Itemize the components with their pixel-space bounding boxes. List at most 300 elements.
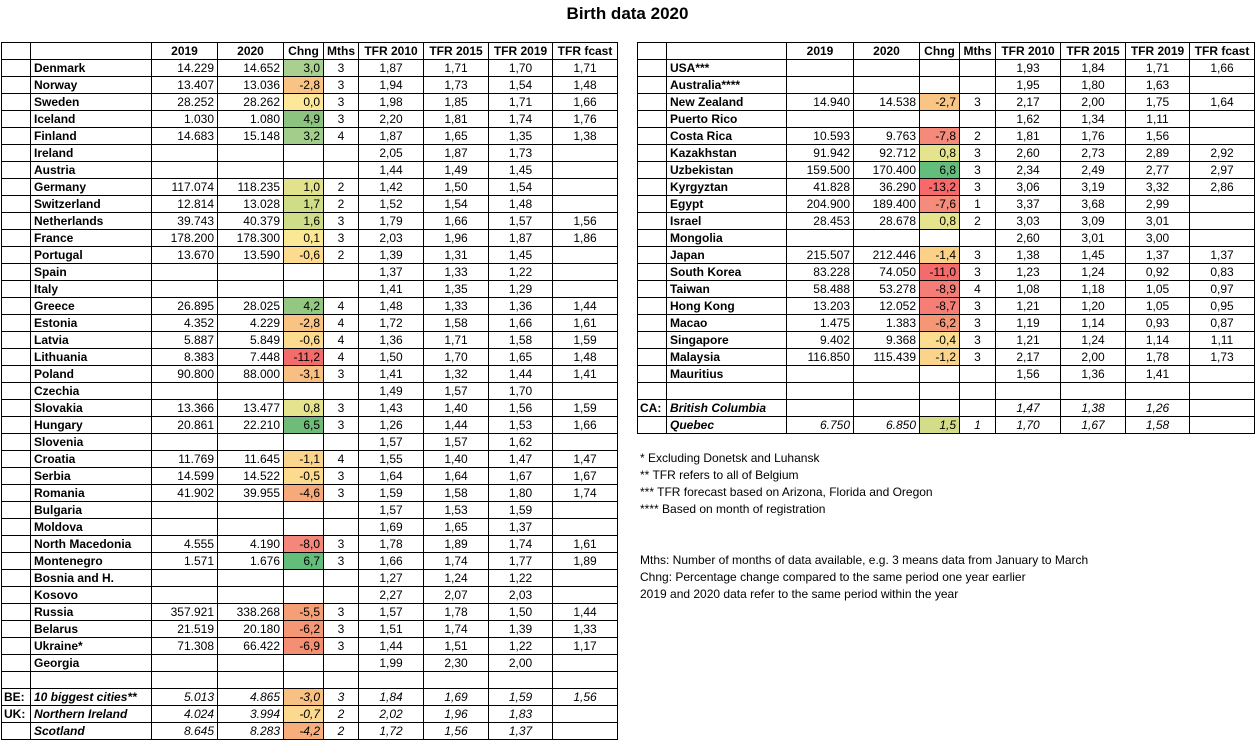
value-2020: 53.278 — [854, 281, 920, 298]
region-prefix — [2, 281, 31, 298]
country-name: Greece — [31, 298, 152, 315]
tfr-2019: 1,59 — [489, 689, 553, 706]
value-2019: 14.683 — [152, 128, 218, 145]
value-2019: 28.453 — [787, 213, 854, 230]
change-cell: -6,2 — [284, 621, 324, 638]
region-prefix — [638, 94, 667, 111]
tfr-2015: 1,18 — [1061, 281, 1126, 298]
tfr-2015: 1,80 — [1061, 77, 1126, 94]
change-cell: -3,0 — [284, 689, 324, 706]
change-cell: -0,5 — [284, 468, 324, 485]
tfr-2019: 1,62 — [489, 434, 553, 451]
tfr-2015: 1,69 — [424, 689, 489, 706]
value-2019 — [787, 383, 854, 400]
tfr-2015: 1,78 — [424, 604, 489, 621]
value-2019: 20.861 — [152, 417, 218, 434]
footnote: ** TFR refers to all of Belgium — [640, 468, 799, 482]
months-cell — [324, 383, 359, 400]
table-row — [2, 281, 618, 298]
tfr-2010: 1,56 — [996, 366, 1061, 383]
change-cell: 1,5 — [920, 417, 960, 434]
region-prefix — [638, 264, 667, 281]
table-row — [638, 366, 1255, 383]
tfr-2019: 1,29 — [489, 281, 553, 298]
region-prefix — [638, 383, 667, 400]
value-2020: 4.865 — [218, 689, 284, 706]
tfr-2010: 1,08 — [996, 281, 1061, 298]
tfr-forecast — [553, 570, 618, 587]
tfr-2019: 1,67 — [489, 468, 553, 485]
tfr-2010 — [359, 672, 424, 689]
page-title: Birth data 2020 — [566, 4, 689, 23]
tfr-2019: 2,77 — [1126, 162, 1190, 179]
region-prefix — [2, 434, 31, 451]
value-2020 — [218, 281, 284, 298]
tfr-forecast: 1,59 — [553, 400, 618, 417]
change-cell: -4,6 — [284, 485, 324, 502]
region-prefix — [2, 332, 31, 349]
change-cell: -11,0 — [920, 264, 960, 281]
months-cell: 3 — [324, 366, 359, 383]
tfr-2019: 1,73 — [489, 145, 553, 162]
table-row — [2, 298, 618, 315]
months-cell: 3 — [960, 332, 996, 349]
value-2020: 212.446 — [854, 247, 920, 264]
value-2019: 13.366 — [152, 400, 218, 417]
tfr-2010: 1,41 — [359, 366, 424, 383]
value-2020: 6.850 — [854, 417, 920, 434]
change-cell: -2,7 — [920, 94, 960, 111]
tfr-2019: 3,00 — [1126, 230, 1190, 247]
change-cell: -13,2 — [920, 179, 960, 196]
tfr-2015: 1,96 — [424, 706, 489, 723]
tfr-forecast: 1,74 — [553, 485, 618, 502]
country-name: Egypt — [667, 196, 787, 213]
change-cell: 4,2 — [284, 298, 324, 315]
region-prefix — [638, 298, 667, 315]
tfr-2015: 1,32 — [424, 366, 489, 383]
value-2020: 170.400 — [854, 162, 920, 179]
tfr-2015: 1,65 — [424, 128, 489, 145]
value-2020: 3.994 — [218, 706, 284, 723]
tfr-forecast — [553, 706, 618, 723]
value-2019: 26.895 — [152, 298, 218, 315]
tfr-forecast: 1,61 — [553, 536, 618, 553]
region-prefix: UK: — [2, 706, 31, 723]
tfr-2015: 1,33 — [424, 264, 489, 281]
tfr-forecast — [1190, 417, 1255, 434]
country-name: Russia — [31, 604, 152, 621]
months-cell — [960, 111, 996, 128]
country-name: Mauritius — [667, 366, 787, 383]
tfr-2019: 1,05 — [1126, 298, 1190, 315]
left-birth-table — [1, 42, 618, 740]
tfr-forecast — [1190, 111, 1255, 128]
tfr-2015: 1,24 — [424, 570, 489, 587]
months-cell — [324, 672, 359, 689]
value-2020 — [854, 111, 920, 128]
table-row — [2, 536, 618, 553]
tfr-2015: 1,71 — [424, 60, 489, 77]
tfr-2015: 1,89 — [424, 536, 489, 553]
country-name: Northern Ireland — [31, 706, 152, 723]
country-name: Ireland — [31, 145, 152, 162]
tfr-2015: 1,57 — [424, 434, 489, 451]
region-prefix — [638, 281, 667, 298]
header-blank — [638, 43, 667, 60]
value-2020: 115.439 — [854, 349, 920, 366]
change-cell: 3,0 — [284, 60, 324, 77]
tfr-2015: 2,30 — [424, 655, 489, 672]
region-prefix — [638, 332, 667, 349]
tfr-2010: 2,34 — [996, 162, 1061, 179]
months-cell: 3 — [324, 553, 359, 570]
change-cell: -8,7 — [920, 298, 960, 315]
region-prefix — [2, 230, 31, 247]
country-name: Poland — [31, 366, 152, 383]
country-name: 10 biggest cities** — [31, 689, 152, 706]
region-prefix — [2, 366, 31, 383]
value-2019 — [152, 145, 218, 162]
months-cell: 4 — [960, 281, 996, 298]
tfr-2010: 1,49 — [359, 383, 424, 400]
tfr-2019: 1,66 — [489, 315, 553, 332]
months-cell — [960, 400, 996, 417]
tfr-2019: 1,80 — [489, 485, 553, 502]
country-name: Taiwan — [667, 281, 787, 298]
tfr-2015: 1,35 — [424, 281, 489, 298]
value-2019 — [152, 672, 218, 689]
table-row — [2, 485, 618, 502]
country-name: Australia**** — [667, 77, 787, 94]
table-row — [638, 145, 1255, 162]
tfr-2010: 1,64 — [359, 468, 424, 485]
tfr-forecast — [553, 264, 618, 281]
tfr-2010: 1,57 — [359, 502, 424, 519]
region-prefix — [638, 77, 667, 94]
table-row — [2, 213, 618, 230]
region-prefix — [2, 315, 31, 332]
tfr-2015: 3,09 — [1061, 213, 1126, 230]
table-row — [2, 587, 618, 604]
region-prefix — [2, 502, 31, 519]
column-header: TFR 2015 — [1061, 43, 1126, 60]
value-2020: 22.210 — [218, 417, 284, 434]
months-cell: 4 — [324, 298, 359, 315]
change-cell — [284, 570, 324, 587]
country-name: Spain — [31, 264, 152, 281]
tfr-2019: 1,39 — [489, 621, 553, 638]
value-2019: 5.887 — [152, 332, 218, 349]
tfr-2010: 2,60 — [996, 145, 1061, 162]
value-2019: 9.402 — [787, 332, 854, 349]
region-prefix — [2, 570, 31, 587]
region-prefix — [2, 485, 31, 502]
change-cell: -6,2 — [920, 315, 960, 332]
footnote: * Excluding Donetsk and Luhansk — [640, 451, 820, 465]
region-prefix — [2, 400, 31, 417]
region-prefix — [638, 247, 667, 264]
change-cell: -2,8 — [284, 315, 324, 332]
tfr-2015: 1,38 — [1061, 400, 1126, 417]
months-cell: 3 — [324, 94, 359, 111]
tfr-forecast — [1190, 196, 1255, 213]
value-2020: 66.422 — [218, 638, 284, 655]
tfr-2010: 1,38 — [996, 247, 1061, 264]
value-2019: 5.013 — [152, 689, 218, 706]
tfr-forecast — [553, 383, 618, 400]
tfr-2010: 1,41 — [359, 281, 424, 298]
tfr-2010: 1,95 — [996, 77, 1061, 94]
table-row — [638, 196, 1255, 213]
change-cell — [920, 383, 960, 400]
explanation: 2019 and 2020 data refer to the same period within the year — [640, 587, 959, 601]
country-name: Serbia — [31, 468, 152, 485]
tfr-2019: 1,50 — [489, 604, 553, 621]
table-row — [638, 281, 1255, 298]
change-cell: -8,9 — [920, 281, 960, 298]
change-cell — [284, 281, 324, 298]
change-cell — [920, 60, 960, 77]
tfr-2019: 1,74 — [489, 536, 553, 553]
tfr-forecast: 1,56 — [553, 689, 618, 706]
table-row — [638, 77, 1255, 94]
change-cell: 6,8 — [920, 162, 960, 179]
region-prefix — [2, 621, 31, 638]
value-2020: 118.235 — [218, 179, 284, 196]
tfr-2019: 1,37 — [1126, 247, 1190, 264]
country-name: Netherlands — [31, 213, 152, 230]
column-header: 2020 — [854, 43, 920, 60]
change-cell — [284, 383, 324, 400]
region-prefix — [2, 298, 31, 315]
table-row — [2, 519, 618, 536]
change-cell: -6,9 — [284, 638, 324, 655]
value-2020: 11.645 — [218, 451, 284, 468]
value-2019: 14.599 — [152, 468, 218, 485]
change-cell: -8,0 — [284, 536, 324, 553]
country-name: British Columbia — [667, 400, 787, 417]
months-cell — [960, 383, 996, 400]
tfr-forecast: 1,48 — [553, 77, 618, 94]
table-row — [2, 417, 618, 434]
tfr-forecast: 1,48 — [553, 349, 618, 366]
table-row — [638, 179, 1255, 196]
change-cell: 0,8 — [920, 145, 960, 162]
country-name: Quebec — [667, 417, 787, 434]
tfr-2015 — [1061, 383, 1126, 400]
tfr-2010: 2,02 — [359, 706, 424, 723]
table-row — [2, 570, 618, 587]
tfr-forecast: 2,97 — [1190, 162, 1255, 179]
value-2019: 1.475 — [787, 315, 854, 332]
months-cell: 3 — [324, 604, 359, 621]
tfr-2015: 1,57 — [424, 383, 489, 400]
value-2019: 13.203 — [787, 298, 854, 315]
region-prefix — [638, 417, 667, 434]
table-row — [638, 315, 1255, 332]
region-prefix — [638, 145, 667, 162]
change-cell: 3,2 — [284, 128, 324, 145]
table-row — [2, 638, 618, 655]
country-name: Lithuania — [31, 349, 152, 366]
region-prefix — [2, 196, 31, 213]
tfr-forecast: 0,83 — [1190, 264, 1255, 281]
column-header: Chng — [284, 43, 324, 60]
table-row — [638, 247, 1255, 264]
tfr-2010: 1,79 — [359, 213, 424, 230]
months-cell: 3 — [324, 417, 359, 434]
value-2019 — [152, 434, 218, 451]
tfr-2015: 2,07 — [424, 587, 489, 604]
tfr-2019: 1,87 — [489, 230, 553, 247]
region-prefix: BE: — [2, 689, 31, 706]
tfr-forecast: 0,95 — [1190, 298, 1255, 315]
tfr-2010: 1,99 — [359, 655, 424, 672]
tfr-forecast — [553, 179, 618, 196]
tfr-2019: 1,75 — [1126, 94, 1190, 111]
months-cell: 4 — [324, 332, 359, 349]
tfr-2015: 3,01 — [1061, 230, 1126, 247]
column-header: TFR fcast — [1190, 43, 1255, 60]
table-row — [2, 264, 618, 281]
explanations — [640, 552, 1088, 603]
table-row — [2, 383, 618, 400]
tfr-2010: 3,03 — [996, 213, 1061, 230]
months-cell: 2 — [960, 213, 996, 230]
tfr-2019: 1,70 — [489, 383, 553, 400]
tfr-2019: 1,77 — [489, 553, 553, 570]
table-row — [2, 451, 618, 468]
value-2020 — [218, 672, 284, 689]
region-prefix — [2, 417, 31, 434]
tfr-2019: 1,56 — [1126, 128, 1190, 145]
value-2020: 1.383 — [854, 315, 920, 332]
country-name: Costa Rica — [667, 128, 787, 145]
tfr-2015: 1,64 — [424, 468, 489, 485]
value-2020: 9.763 — [854, 128, 920, 145]
value-2019: 41.902 — [152, 485, 218, 502]
change-cell: 6,5 — [284, 417, 324, 434]
months-cell — [324, 264, 359, 281]
region-prefix — [2, 111, 31, 128]
tfr-2019: 1,59 — [489, 502, 553, 519]
country-name: Latvia — [31, 332, 152, 349]
tfr-2019: 0,92 — [1126, 264, 1190, 281]
country-name: Croatia — [31, 451, 152, 468]
change-cell: -4,2 — [284, 723, 324, 740]
tfr-2010: 1,26 — [359, 417, 424, 434]
table-row — [2, 332, 618, 349]
value-2019: 90.800 — [152, 366, 218, 383]
tfr-forecast: 1,44 — [553, 604, 618, 621]
months-cell: 1 — [960, 417, 996, 434]
change-cell — [920, 77, 960, 94]
tfr-2019: 1,63 — [1126, 77, 1190, 94]
value-2020: 28.025 — [218, 298, 284, 315]
tfr-2019: 1,45 — [489, 162, 553, 179]
country-name: Moldova — [31, 519, 152, 536]
tfr-forecast — [553, 587, 618, 604]
country-name: Czechia — [31, 383, 152, 400]
country-name: Uzbekistan — [667, 162, 787, 179]
tfr-forecast: 1,61 — [553, 315, 618, 332]
tfr-forecast: 1,56 — [553, 213, 618, 230]
change-cell — [920, 366, 960, 383]
tfr-forecast: 1,66 — [1190, 60, 1255, 77]
change-cell: -0,4 — [920, 332, 960, 349]
tfr-2010: 1,19 — [996, 315, 1061, 332]
tfr-2019: 1,37 — [489, 723, 553, 740]
tfr-2019: 1,44 — [489, 366, 553, 383]
table-row — [2, 502, 618, 519]
tfr-2019: 1,71 — [489, 94, 553, 111]
header-row — [2, 43, 618, 60]
tfr-2019: 1,48 — [489, 196, 553, 213]
months-cell — [324, 502, 359, 519]
region-prefix — [2, 672, 31, 689]
tfr-2019 — [489, 672, 553, 689]
region-prefix — [2, 60, 31, 77]
months-cell: 3 — [960, 94, 996, 111]
tfr-2019: 2,89 — [1126, 145, 1190, 162]
value-2019: 10.593 — [787, 128, 854, 145]
value-2020: 7.448 — [218, 349, 284, 366]
table-row — [638, 128, 1255, 145]
change-cell: 4,9 — [284, 111, 324, 128]
tfr-2010: 1,69 — [359, 519, 424, 536]
value-2020: 40.379 — [218, 213, 284, 230]
column-header: TFR 2019 — [489, 43, 553, 60]
region-prefix — [2, 451, 31, 468]
tfr-2019: 1,57 — [489, 213, 553, 230]
table-row — [638, 400, 1255, 417]
country-name: Singapore — [667, 332, 787, 349]
tfr-2010: 1,93 — [996, 60, 1061, 77]
tfr-forecast: 0,97 — [1190, 281, 1255, 298]
tfr-2019: 1,54 — [489, 77, 553, 94]
value-2020: 28.262 — [218, 94, 284, 111]
change-cell — [284, 145, 324, 162]
tfr-forecast: 1,38 — [553, 128, 618, 145]
region-prefix — [2, 638, 31, 655]
months-cell — [960, 60, 996, 77]
table-row — [638, 332, 1255, 349]
region-prefix — [2, 247, 31, 264]
value-2019 — [152, 570, 218, 587]
months-cell: 3 — [324, 77, 359, 94]
table-row — [2, 553, 618, 570]
tfr-2019: 1,14 — [1126, 332, 1190, 349]
months-cell — [324, 162, 359, 179]
table-row — [2, 60, 618, 77]
months-cell: 2 — [960, 128, 996, 145]
region-prefix — [638, 349, 667, 366]
tfr-forecast — [553, 655, 618, 672]
footnotes — [640, 450, 933, 518]
tfr-2015: 1,14 — [1061, 315, 1126, 332]
change-cell: -11,2 — [284, 349, 324, 366]
table-row — [2, 434, 618, 451]
change-cell — [920, 230, 960, 247]
change-cell: 0,1 — [284, 230, 324, 247]
value-2019: 14.229 — [152, 60, 218, 77]
value-2020 — [854, 77, 920, 94]
value-2019: 11.769 — [152, 451, 218, 468]
tfr-2019: 1,70 — [489, 60, 553, 77]
value-2019: 4.555 — [152, 536, 218, 553]
value-2020: 189.400 — [854, 196, 920, 213]
